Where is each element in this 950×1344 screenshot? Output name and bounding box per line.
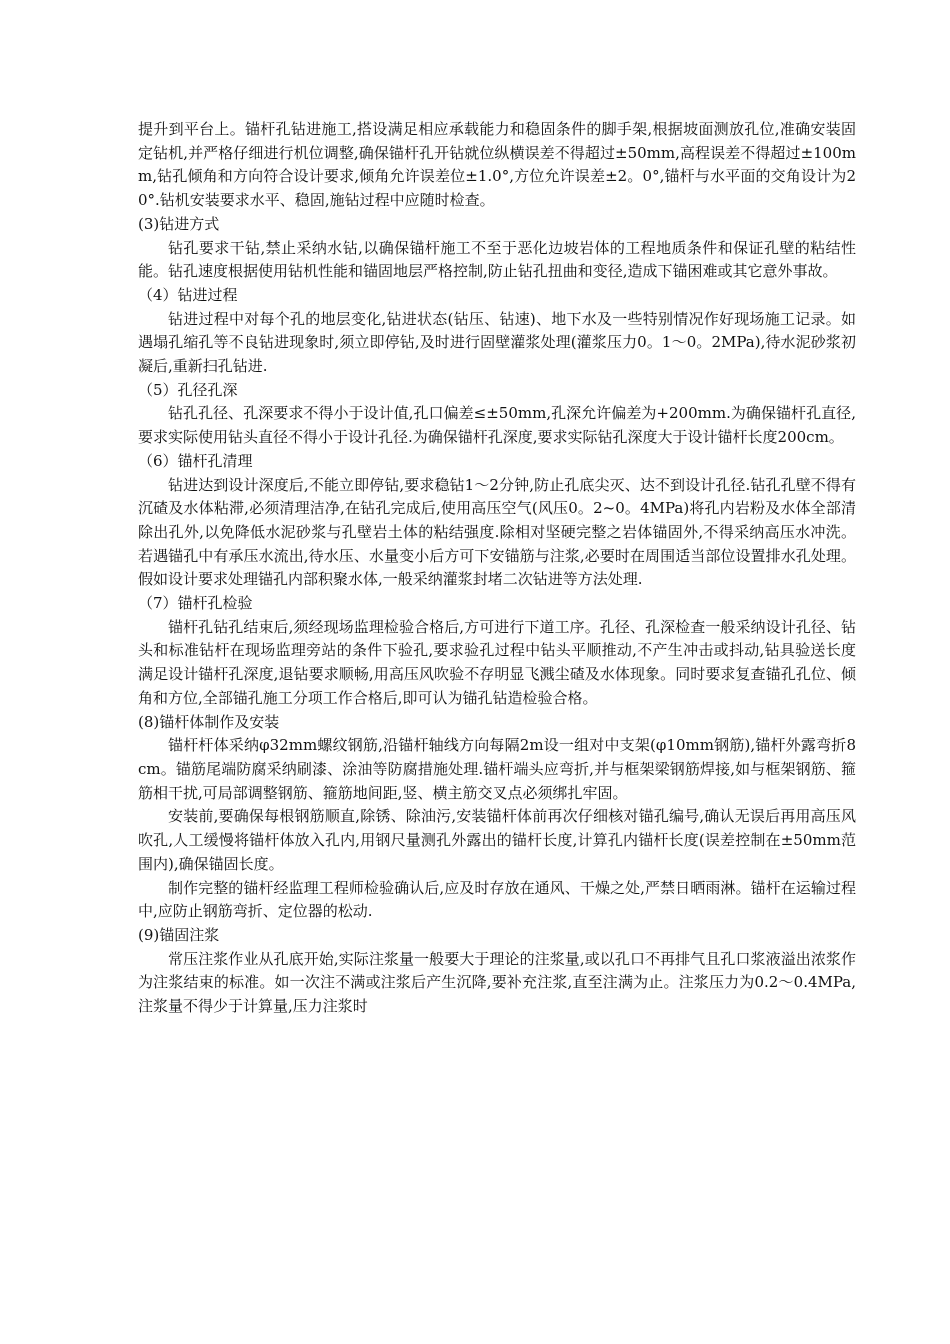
- paragraph-hole-cleaning: 钻进达到设计深度后,不能立即停钻,要求稳钻1～2分钟,防止孔底尖灭、达不到设计孔径.钻孔孔壁不得有沉碴及水体粘滞,必须清理洁净,在钻孔完成后,使用高压空气(风压0。2~0。4MPa)将孔内岩粉及水体全部清除出孔外,以免降低水泥砂浆与孔壁岩土体的粘结强度.除相对坚硬完整之岩体锚固外,不得采纳高压水冲洗。若遇锚孔中有承压水流出,待水压、水量变小后方可下安锚筋与注浆,必要时在周围适当部位设置排水孔处理。假如设计要求处理锚孔内部积聚水体,一般采纳灌浆封堵二次钻进等方法处理.: [138, 475, 856, 589]
- heading-anchor-fabrication: (8)锚杆体制作及安装: [138, 712, 280, 731]
- paragraph-drilling-process: 钻进过程中对每个孔的地层变化,钻进状态(钻压、钻速)、地下水及一些特别情况作好现场施工记录。如遇塌孔缩孔等不良钻进现象时,须立即停钻,及时进行固壁灌浆处理(灌浆压力0。1～0。2MPa),待水泥砂浆初凝后,重新扫孔钻进.: [138, 309, 856, 376]
- heading-hole-cleaning: （6）锚杆孔清理: [138, 451, 253, 470]
- heading-grouting: (9)锚固注浆: [138, 925, 220, 944]
- paragraph-drilling-method: 钻孔要求干钻,禁止采纳水钻,以确保锚杆施工不至于恶化边坡岩体的工程地质条件和保证孔壁的粘结性能。钻孔速度根据使用钻机性能和锚固地层严格控制,防止钻孔扭曲和变径,造成下锚困难或其它意外事故。: [138, 238, 856, 281]
- document-body: [138, 118, 856, 1019]
- paragraph-anchor-storage: 制作完整的锚杆经监理工程师检验确认后,应及时存放在通风、干燥之处,严禁日晒雨淋。锚杆在运输过程中,应防止钢筋弯折、定位器的松动.: [138, 878, 856, 921]
- heading-drilling-process: （4）钻进过程: [138, 285, 238, 304]
- paragraph-grouting: 常压注浆作业从孔底开始,实际注浆量一般要大于理论的注浆量,或以孔口不再排气且孔口浆液溢出浓浆作为注浆结束的标准。如一次注不满或注浆后产生沉降,要补充注浆,直至注满为止。注浆压力为0.2～0.4MPa,注浆量不得少于计算量,压力注浆时: [138, 949, 856, 1016]
- paragraph-hole-inspection: 锚杆孔钻孔结束后,须经现场监理检验合格后,方可进行下道工序。孔径、孔深检查一般采纳设计孔径、钻头和标准钻杆在现场监理旁站的条件下验孔,要求验孔过程中钻头平顺推动,不产生冲击或抖动,钻具验送长度满足设计锚杆孔深度,退钻要求顺畅,用高压风吹验不存明显飞溅尘碴及水体现象。同时要求复查锚孔孔位、倾角和方位,全部锚孔施工分项工作合格后,即可认为锚孔钻造检验合格。: [138, 617, 856, 707]
- paragraph-drilling-setup: 提升到平台上。锚杆孔钻进施工,搭设满足相应承载能力和稳固条件的脚手架,根据坡面测放孔位,准确安装固定钻机,并严格仔细进行机位调整,确保锚杆孔开钻就位纵横误差不得超过±50mm,高程误差不得超过±100mm,钻孔倾角和方向符合设计要求,倾角允许误差位±1.0°,方位允许误差±2。0°,锚杆与水平面的交角设计为20°.钻机安装要求水平、稳固,施钻过程中应随时检查。: [138, 120, 856, 210]
- heading-hole-diameter-depth: （5）孔径孔深: [138, 380, 238, 399]
- heading-drilling-method: (3)钻进方式: [138, 214, 220, 233]
- paragraph-anchor-installation: 安装前,要确保每根钢筋顺直,除锈、除油污,安装锚杆体前再次仔细核对锚孔编号,确认无误后再用高压风吹孔,人工缓慢将锚杆体放入孔内,用钢尺量测孔外露出的锚杆长度,计算孔内锚杆长度(误差控制在±50mm范围内),确保锚固长度。: [138, 807, 856, 873]
- heading-hole-inspection: （7）锚杆孔检验: [138, 594, 253, 613]
- paragraph-hole-diameter-depth: 钻孔孔径、孔深要求不得小于设计值,孔口偏差≤±50mm,孔深允许偏差为+200mm.为确保锚杆孔直径,要求实际使用钻头直径不得小于设计孔径.为确保锚杆孔深度,要求实际钻孔深度大于设计锚杆长度200cm。: [138, 404, 856, 447]
- paragraph-anchor-fabrication: 锚杆杆体采纳φ32mm螺纹钢筋,沿锚杆轴线方向每隔2m设一组对中支架(φ10mm钢筋),锚杆外露弯折8cm。锚筋尾端防腐采纳刷漆、涂油等防腐措施处理.锚杆端头应弯折,并与框架梁钢筋焊接,如与框架钢筋、箍筋相干扰,可局部调整钢筋、箍筋地间距,竖、横主筋交叉点必须绑扎牢固。: [138, 736, 856, 802]
